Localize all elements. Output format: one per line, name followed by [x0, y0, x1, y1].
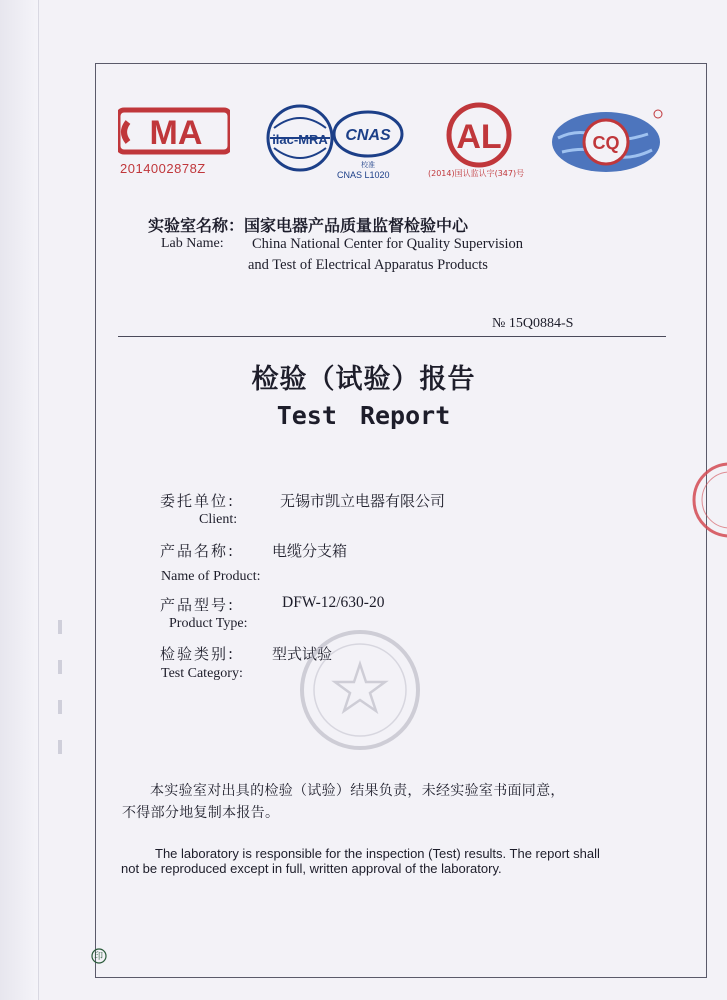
disclaimer-cn-line1: 本实验室对出具的检验（试验）结果负责，未经实验室书面同意，: [150, 783, 565, 799]
client-value: 无锡市凯立电器有限公司: [280, 492, 446, 510]
product-label-en: Name of Product:: [161, 569, 261, 584]
ilac-mark-text: ilac-MRA: [272, 132, 328, 147]
official-seal-icon: [298, 628, 423, 753]
page-binding-edge: [0, 0, 39, 1000]
disclaimer-en-line1: The laboratory is responsible for the inspection (Test) results. The report shall: [155, 846, 600, 861]
cnas-cn-text: 校准: [361, 161, 375, 169]
category-label-cn: 检验类别:: [160, 645, 236, 663]
cal-mark-text: AL: [456, 118, 502, 156]
cnas-mark-text: CNAS: [345, 127, 391, 144]
cma-logo-icon: [118, 102, 230, 160]
corner-stamp-mark: [91, 948, 107, 964]
cal-logo-icon: [440, 102, 518, 168]
disclaimer-en-line2: not be reproduced except in full, written approval of the laboratory.: [121, 861, 502, 876]
cq-mark-text: CQ: [592, 133, 620, 153]
lab-name-en-line2: and Test of Electrical Apparatus Products: [248, 257, 488, 273]
lab-name-en-line1: China National Center for Quality Supervision: [252, 236, 524, 252]
report-title-cn: 检验（试验）报告: [251, 364, 476, 395]
lab-name-cn: 实验室名称：国家电器产品质量监督检验中心: [148, 216, 469, 235]
type-label-cn: 产品型号:: [160, 596, 236, 614]
document-border: [95, 63, 707, 978]
product-value: 电缆分支箱: [272, 542, 348, 560]
product-label-cn: 产品名称:: [160, 542, 236, 560]
type-label-en: Product Type:: [169, 616, 248, 631]
red-edge-seal-icon: [690, 460, 727, 540]
cnas-code: CNAS L1020: [337, 170, 390, 180]
type-value: DFW-12/630-20: [282, 594, 385, 611]
report-title-en: Test Report: [276, 401, 451, 430]
client-label-cn: 委托单位:: [160, 492, 236, 510]
cma-certificate-number: 2014002878Z: [120, 161, 206, 176]
report-number: № 15Q0884-S: [492, 316, 574, 331]
cma-mark-text: MA: [149, 114, 203, 152]
category-value: 型式试验: [272, 645, 333, 663]
cal-certificate-number: (2014)国认监认字(347)号: [428, 169, 525, 178]
category-label-en: Test Category:: [161, 666, 243, 681]
lab-name-label-en: Lab Name:: [161, 236, 224, 251]
corner-stamp-text: 印: [94, 952, 104, 962]
ilac-cnas-logo-icon: [262, 104, 412, 176]
disclaimer-cn-line2: 不得部分地复制本报告。: [122, 805, 280, 821]
cqc-globe-logo-icon: [548, 108, 666, 176]
client-label-en: Client:: [199, 512, 238, 527]
header-divider: [118, 336, 666, 337]
